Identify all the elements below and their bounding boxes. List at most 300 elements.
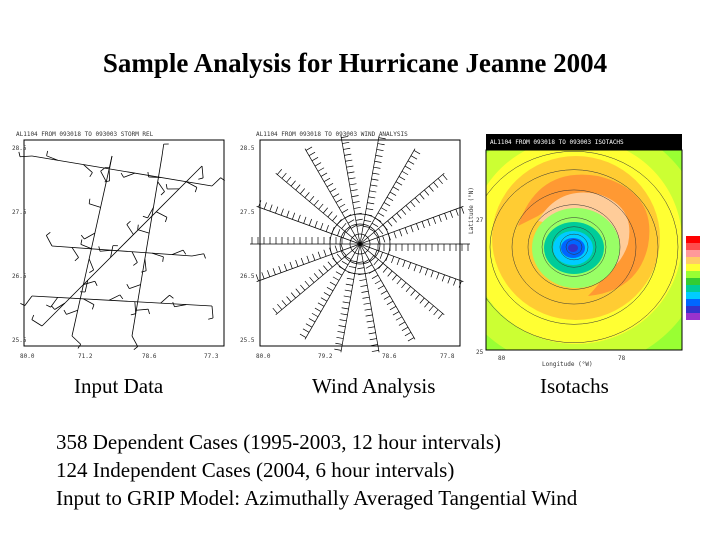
- notes-block: [56, 428, 577, 512]
- wind-barb: [453, 279, 455, 286]
- isotachs-plot-header: AL1104 FROM 093018 TO 093003 ISOTACHS: [490, 139, 624, 146]
- wind-barb: [336, 337, 343, 338]
- recon-track: [32, 156, 212, 186]
- wind-barb: [443, 175, 447, 180]
- wind-barb: [381, 291, 387, 295]
- wind-barb: [84, 233, 94, 239]
- wind-barb: [377, 149, 384, 150]
- colorbar-swatch: [686, 257, 700, 264]
- wind-barb: [364, 220, 371, 221]
- wind-barb: [277, 304, 281, 309]
- wind-barb: [367, 321, 374, 322]
- wind-barb: [202, 166, 203, 178]
- wind-barb: [344, 296, 351, 297]
- wind-barb: [342, 142, 349, 143]
- wind-barb: [342, 223, 346, 228]
- wind-barb: [347, 278, 354, 279]
- wind-barb: [324, 292, 330, 296]
- wind-barb: [416, 223, 418, 230]
- caption-wind-analysis: Wind Analysis: [312, 374, 436, 398]
- wind-barb: [312, 313, 318, 317]
- wind-barb: [267, 270, 269, 277]
- wind-barb: [336, 199, 342, 203]
- wind-barb: [306, 147, 312, 151]
- input-y-tick-0: 28.5: [12, 145, 27, 152]
- wind-barb: [411, 156, 417, 160]
- wind-barb-flag: [95, 281, 97, 286]
- wind-barb: [367, 203, 374, 204]
- wind-analysis-plot-svg: [240, 126, 466, 366]
- wind-barb: [343, 302, 350, 303]
- wind-barb: [306, 324, 312, 328]
- wind-barb: [321, 173, 327, 177]
- wind-barb: [135, 302, 136, 314]
- wind-barb: [318, 168, 324, 172]
- wind-barb: [346, 284, 353, 285]
- wind-barb: [370, 185, 377, 186]
- wind-barb-flag: [46, 232, 50, 235]
- caption-input-data: Input Data: [74, 374, 164, 398]
- wind-barb: [383, 267, 387, 272]
- note-independent-cases: 124 Independent Cases (2004, 6 hour intervals): [56, 458, 455, 482]
- wind-barb: [369, 333, 376, 334]
- wind-barb: [433, 217, 435, 224]
- wind-barb: [158, 182, 165, 192]
- wind-barb: [66, 310, 77, 314]
- wind-barb: [372, 350, 379, 351]
- wind-barb: [406, 205, 410, 210]
- wind-barb: [361, 291, 368, 292]
- wind-barb: [335, 246, 337, 253]
- wind-barb: [279, 266, 281, 273]
- wind-barb: [378, 286, 384, 290]
- wind-barb-flag: [173, 302, 175, 307]
- wind-barb: [127, 225, 134, 235]
- wind-spoke: [276, 173, 360, 244]
- wind-barb: [298, 215, 300, 222]
- wind-barb: [375, 280, 381, 284]
- colorbar-swatch: [686, 264, 700, 271]
- wind-barb: [303, 329, 309, 333]
- wind-barb: [448, 277, 450, 284]
- wind-barb: [434, 310, 438, 315]
- wind-barb-flag: [208, 318, 213, 319]
- wind-barb: [341, 314, 348, 315]
- wind-barb: [368, 197, 375, 198]
- wind-barb: [321, 298, 327, 302]
- wind-barb: [309, 219, 311, 226]
- isotachs-y-axis-label: Latitude (°N): [468, 187, 475, 234]
- wind-barb: [281, 209, 283, 216]
- wind-barb: [438, 313, 442, 318]
- wind-barb: [284, 264, 286, 271]
- wind-barb: [375, 161, 382, 162]
- wind-barb-flag: [51, 306, 54, 310]
- wind-barb: [72, 247, 79, 257]
- wind-barb: [110, 156, 112, 168]
- wind-barb: [300, 189, 304, 194]
- wind-analysis-plot: [240, 126, 466, 366]
- wind-barb: [424, 190, 428, 195]
- wind-barb: [391, 256, 393, 263]
- wind-barb: [370, 339, 377, 340]
- wind-barb: [366, 315, 373, 316]
- wind-barb-flag: [183, 250, 186, 254]
- wind-barb: [387, 301, 393, 305]
- wind-barb: [319, 204, 323, 209]
- wind-barb-flag: [141, 271, 146, 272]
- wind-barb-flag: [99, 246, 100, 251]
- wind-barb: [415, 198, 419, 203]
- wind-barb-flag: [101, 168, 105, 171]
- wind-barb: [393, 312, 399, 316]
- wind-barb: [388, 271, 392, 276]
- wind-barb: [372, 223, 378, 227]
- wind-y-tick-1: 27.5: [240, 209, 255, 216]
- wind-barb: [318, 252, 320, 259]
- input-data-plot-svg: [12, 126, 230, 366]
- wind-barb: [399, 322, 405, 326]
- wind-barb: [356, 262, 363, 263]
- wind-barb-flag: [90, 173, 93, 177]
- wind-barb: [296, 289, 300, 294]
- wind-barb: [273, 308, 277, 313]
- isotachs-x-axis-label: Longitude (°W): [542, 361, 593, 368]
- isotachs-x-tick-1: 78: [618, 355, 626, 362]
- wind-barb: [373, 173, 380, 174]
- isotachs-plot-svg: [468, 126, 720, 368]
- wind-barb: [399, 176, 405, 180]
- wind-barb: [282, 173, 286, 178]
- wind-barb: [309, 196, 313, 201]
- wind-barb: [380, 252, 382, 259]
- wind-barb-flag: [105, 181, 110, 182]
- input-plot-header: AL1104 FROM 093018 TO 093003 STORM REL: [16, 131, 154, 138]
- wind-barb: [109, 295, 120, 300]
- wind-barb: [326, 225, 328, 232]
- wind-barb: [411, 226, 413, 233]
- wind-barb: [424, 302, 428, 307]
- input-x-tick-2: 78.6: [142, 353, 157, 360]
- wind-barb-flag: [64, 310, 66, 314]
- wind-barb: [136, 309, 148, 310]
- colorbar-swatch: [686, 299, 700, 306]
- wind-barb: [333, 277, 339, 281]
- wind-barb-flag: [19, 152, 20, 157]
- wind-barb: [397, 279, 401, 284]
- wind-barb: [262, 272, 264, 279]
- wind-barb: [101, 171, 107, 182]
- wind-barb: [401, 283, 405, 288]
- wind-barb: [342, 261, 348, 265]
- wind-barb-flag: [89, 199, 90, 204]
- wind-barb: [392, 217, 396, 222]
- wind-barb-flag: [204, 254, 206, 259]
- wind-barb: [374, 259, 378, 264]
- recon-track: [72, 156, 112, 336]
- wind-barb: [313, 254, 315, 261]
- wind-barb: [270, 205, 272, 212]
- wind-barb: [408, 161, 414, 165]
- wind-barb: [334, 349, 341, 350]
- input-y-tick-3: 25.5: [12, 337, 27, 344]
- wind-barb: [378, 229, 382, 234]
- wind-barb: [346, 166, 353, 167]
- wind-barb: [411, 290, 415, 295]
- isotachs-y-tick-1: 25: [476, 349, 484, 356]
- wind-barb: [314, 200, 318, 205]
- wind-barb: [425, 269, 427, 276]
- wind-barb-flag: [148, 172, 149, 177]
- wind-barb: [371, 344, 378, 345]
- wind-barb: [456, 209, 458, 216]
- wind-barb: [264, 203, 266, 210]
- wind-barb: [405, 166, 411, 170]
- wind-barb: [305, 192, 309, 197]
- wind-barb: [384, 202, 390, 206]
- wind-barb: [420, 298, 424, 303]
- wind-barb: [431, 271, 433, 278]
- wind-barb: [330, 189, 336, 193]
- wind-barb: [408, 338, 414, 342]
- wind-barb: [368, 327, 375, 328]
- wind-barb: [402, 327, 408, 331]
- wind-barb: [174, 305, 186, 307]
- wind-barb: [384, 296, 390, 300]
- wind-barb-flag: [127, 221, 131, 224]
- wind-barb: [347, 172, 354, 173]
- wind-barb: [339, 204, 345, 208]
- wind-barb: [337, 254, 341, 259]
- wind-barb: [351, 190, 358, 191]
- wind-barb-flag: [170, 295, 174, 298]
- isotachs-y-tick-0: 27: [476, 217, 484, 224]
- wind-barb: [352, 196, 359, 197]
- wind-barb: [315, 163, 321, 167]
- wind-barb: [296, 185, 300, 190]
- wind-barb-flag: [134, 347, 138, 350]
- wind-barb: [161, 295, 170, 303]
- wind-barb: [287, 296, 291, 301]
- wind-y-tick-2: 26.5: [240, 273, 255, 280]
- isotachs-x-tick-0: 80: [498, 355, 506, 362]
- wind-barb: [350, 184, 357, 185]
- wind-barb: [89, 204, 100, 208]
- wind-barb: [342, 308, 349, 309]
- wind-barb: [172, 250, 183, 254]
- wind-barb: [377, 238, 379, 245]
- wind-barb: [124, 173, 135, 177]
- wind-barb: [292, 213, 294, 220]
- wind-barb-flag: [166, 184, 167, 189]
- input-x-tick-3: 77.3: [204, 353, 219, 360]
- wind-barb: [32, 320, 42, 326]
- wind-x-tick-0: 80.0: [256, 353, 271, 360]
- wind-barb: [396, 182, 402, 186]
- wind-barb: [318, 303, 324, 307]
- wind-spoke: [276, 244, 360, 315]
- wind-barb: [307, 256, 309, 263]
- wind-barb: [348, 220, 354, 224]
- wind-x-tick-3: 77.8: [440, 353, 455, 360]
- wind-barb: [324, 178, 330, 182]
- wind-barb-flag: [127, 284, 129, 288]
- wind-barb-flag: [121, 173, 124, 177]
- wind-barb: [383, 236, 385, 243]
- input-y-tick-2: 26.5: [12, 273, 27, 280]
- wind-barb: [406, 286, 410, 291]
- wind-barb: [256, 274, 258, 281]
- wind-barb: [309, 318, 315, 322]
- input-x-tick-1: 71.2: [78, 353, 93, 360]
- wind-barb: [312, 157, 318, 161]
- wind-barb: [356, 219, 363, 220]
- wind-barb: [145, 259, 146, 271]
- wind-barb: [429, 186, 433, 191]
- wind-barb: [212, 306, 213, 318]
- wind-barb: [422, 221, 424, 228]
- wind-barb-flag: [89, 270, 93, 273]
- wind-barb: [129, 285, 140, 289]
- wind-barb: [388, 221, 392, 226]
- wind-barb: [138, 230, 149, 233]
- isotachs-plot: [468, 126, 720, 368]
- wind-barb-flag: [195, 187, 197, 192]
- wind-barb: [327, 183, 333, 187]
- wind-barb-flag: [46, 305, 50, 307]
- wind-barb: [192, 254, 204, 256]
- recon-track: [52, 246, 192, 256]
- wind-barb: [396, 317, 402, 321]
- wind-barb: [305, 281, 309, 286]
- wind-barb-flag: [138, 225, 139, 230]
- wind-barb: [360, 285, 367, 286]
- wind-barb: [89, 259, 93, 270]
- wind-barb: [411, 202, 415, 207]
- wind-barb: [394, 232, 396, 239]
- wind-barb: [341, 244, 343, 251]
- note-model-input: Input to GRIP Model: Azimuthally Averaged Tangential Wind: [56, 486, 578, 510]
- colorbar-swatch: [686, 306, 700, 313]
- wind-barb: [393, 187, 399, 191]
- wind-barb: [364, 303, 371, 304]
- wind-barb: [445, 213, 447, 220]
- wind-spoke: [360, 244, 444, 315]
- wind-barb: [20, 156, 32, 157]
- wind-barb-flag: [163, 257, 164, 262]
- colorbar-swatch: [686, 292, 700, 299]
- wind-barb-flag: [47, 151, 48, 156]
- wind-barb: [304, 217, 306, 224]
- wind-spoke: [360, 173, 444, 244]
- wind-barb: [273, 268, 275, 275]
- wind-barb: [323, 208, 327, 213]
- colorbar-swatch: [686, 278, 700, 285]
- wind-barb: [277, 169, 281, 174]
- wind-barb: [365, 309, 372, 310]
- wind-x-tick-2: 78.6: [382, 353, 397, 360]
- wind-barb: [343, 148, 350, 149]
- wind-barb: [333, 194, 339, 198]
- wind-barb: [323, 266, 327, 271]
- wind-barb: [403, 260, 405, 267]
- wind-barb: [374, 167, 381, 168]
- wind-barb-flag: [92, 305, 94, 310]
- input-x-tick-0: 80.0: [20, 353, 35, 360]
- wind-barb-flag: [133, 262, 137, 265]
- input-data-plot: [12, 126, 230, 366]
- wind-barb: [336, 272, 342, 276]
- wind-barb: [420, 194, 424, 199]
- wind-barb: [378, 213, 384, 217]
- wind-barb: [314, 273, 318, 278]
- wind-barb: [390, 306, 396, 310]
- wind-barb: [349, 178, 356, 179]
- wind-barb: [51, 297, 58, 307]
- wind-barb: [319, 269, 323, 274]
- wind-barb: [369, 191, 376, 192]
- wind-barb: [301, 258, 303, 265]
- wind-barb-flag: [143, 216, 148, 218]
- wind-barb: [376, 155, 383, 156]
- wind-barb: [353, 201, 360, 202]
- wind-barb: [397, 258, 399, 265]
- wind-barb: [290, 262, 292, 269]
- wind-barb: [429, 306, 433, 311]
- wind-barb: [309, 152, 315, 156]
- wind-barb: [415, 294, 419, 299]
- wind-barb: [408, 262, 410, 269]
- wind-barb: [162, 144, 164, 156]
- wind-barb: [392, 275, 396, 280]
- wind-barb: [275, 207, 277, 214]
- wind-barb-flag: [120, 295, 123, 299]
- wind-barb: [315, 308, 321, 312]
- wind-barb: [300, 285, 304, 290]
- wind-barb: [399, 230, 401, 237]
- wind-barb: [327, 287, 333, 291]
- wind-barb: [100, 250, 112, 251]
- wind-barb: [372, 275, 378, 279]
- wind-barb: [405, 228, 407, 235]
- wind-barb: [287, 211, 289, 218]
- wind-barb: [354, 207, 361, 208]
- wind-barb: [381, 208, 387, 212]
- wind-barb: [461, 207, 463, 214]
- wind-barb: [25, 296, 32, 306]
- wind-barb: [46, 235, 52, 246]
- wind-barb: [339, 326, 346, 327]
- note-dependent-cases: 358 Dependent Cases (1995-2003, 12 hour intervals): [56, 430, 501, 454]
- wind-barb: [371, 179, 378, 180]
- wind-barb: [345, 160, 352, 161]
- wind-barb-flag: [81, 235, 84, 239]
- isotachs-colorbar: [686, 236, 700, 320]
- wind-barb: [310, 277, 314, 282]
- wind-barb: [434, 182, 438, 187]
- input-wind-barbs: [19, 144, 225, 350]
- wind-barb: [366, 265, 372, 269]
- wind-barb: [414, 265, 416, 272]
- wind-barb-flag: [75, 257, 79, 260]
- wind-barb: [315, 221, 317, 228]
- wind-barb-flag: [198, 178, 203, 179]
- wind-barb: [296, 260, 298, 267]
- wind-barb: [330, 282, 336, 286]
- wind-barb-flag: [148, 309, 149, 314]
- wind-barb: [282, 300, 286, 305]
- wind-barb: [442, 275, 444, 282]
